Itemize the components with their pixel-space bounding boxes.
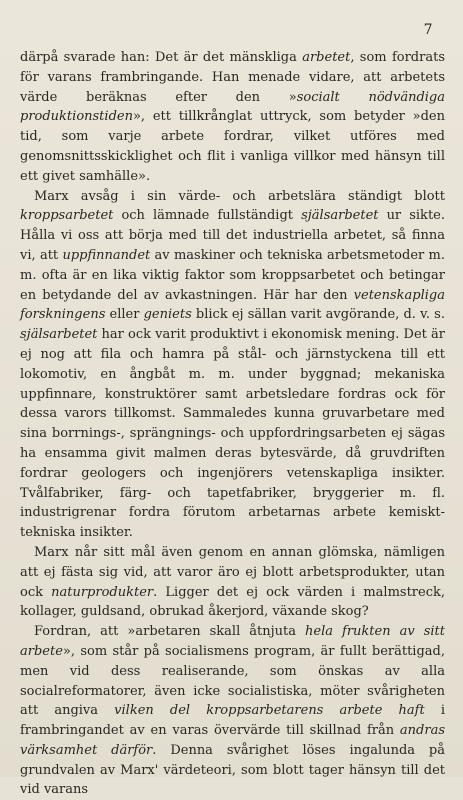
italic-phrase: uppfinnandet xyxy=(62,247,151,263)
text-run: därpå svarade han: Det är det mänskliga xyxy=(20,50,303,65)
italic-phrase: socialt nödvändiga produktionstiden xyxy=(20,89,445,125)
italic-phrase: arbetet xyxy=(302,50,351,65)
page-number: 7 xyxy=(423,22,433,38)
text-run: i frambringandet av en varas övervärde till skillnad från xyxy=(20,703,445,739)
paragraph xyxy=(20,543,445,622)
text-run: och lämnade fullständigt xyxy=(113,208,302,224)
body-text xyxy=(20,48,445,800)
text-run: Marx når sitt mål även genom en annan glömska, nämligen att ej fästa sig vid, att varor äro ej blott arbetsprodukter, utan ock xyxy=(20,544,445,600)
italic-phrase: vilken del kroppsarbetarens arbete haft xyxy=(114,703,425,719)
text-run: . Denna svårighet löses ingalunda på grundvalen av Marx' värdeteori, som blott tager hänsyn till det vid varans xyxy=(20,742,446,798)
paragraph xyxy=(20,48,445,187)
text-run: har ock varit produktivt i ekonomisk mening. Det är ej nog att fila och hamra på stål- och järnstyckena till ett lokomotiv, en ångbåt m. m. under byggnad; mekaniska uppfinnare, konstruktörer samt arbetsledare fordras ock för dessa varors tillkomst. Sammaledes kunna gruvarbetare med sina borrnings-, sprängnings- och uppfordringsarbeten ej sägas ha ensamma givit malmen deras bytesvärde, då gruvdriften fordrar geologers och ingenjörers vetenskapliga insikter. Tvålfabriker, färg- och tapetfabriker, bryggerier m. fl. industrigrenar fordra förutom arbetarnas arbete kemiskt-tekniska insikter. xyxy=(20,327,445,541)
text-run: », ett tillkrånglat uttryck, som betyder »den tid, som varje arbete fordrar, vilket utföres med genomsnittsskicklighet och flit i vanliga villkor med hänsyn till ett givet samhälle». xyxy=(20,109,445,184)
text-run: av maskiner och tekniska arbetsmetoder m. m. ofta är en lika viktig faktor som kroppsarbetet och betingar en betydande del av avkastningen. Här har den xyxy=(20,247,445,303)
italic-phrase: själsarbetet xyxy=(20,327,98,343)
text-run: blick ej sällan varit avgörande, d. v. s. xyxy=(191,307,445,323)
text-run: Marx avsåg i sin värde- och arbetslära ständigt blott xyxy=(34,188,445,204)
italic-phrase: själsarbetet xyxy=(301,208,379,224)
italic-phrase: naturprodukter xyxy=(51,584,154,600)
text-run: », som står på socialismens program, är fullt berättigad, men vid dess realiserande, som önskas av alla socialreformatorer, även icke socialistiska, möter svårigheten att angiva xyxy=(20,643,445,719)
paragraph xyxy=(20,622,445,800)
paragraph xyxy=(20,187,445,543)
italic-phrase: kroppsarbetet xyxy=(20,208,114,224)
italic-phrase: vetenskapliga forskningens xyxy=(20,287,445,323)
text-run: eller xyxy=(105,307,144,323)
text-run: ur sikte. Hålla vi oss att börja med till det industriella arbetet, så finna vi, att xyxy=(20,208,445,263)
italic-phrase: geniets xyxy=(143,307,192,323)
italic-phrase: hela frukten av sitt arbete xyxy=(20,624,446,659)
text-run: . Ligger det ej ock värden i malmstreck, kollager, guldsand, obrukad åkerjord, växande skog? xyxy=(20,584,445,620)
text-run: Fordran, att »arbetaren skall åtnjuta xyxy=(34,624,306,640)
text-run: , som fordrats för varans frambringande. Han menade vidare, att arbetets värde beräknas efter den » xyxy=(20,50,445,105)
italic-phrase: andras värksamhet därför xyxy=(20,723,445,758)
